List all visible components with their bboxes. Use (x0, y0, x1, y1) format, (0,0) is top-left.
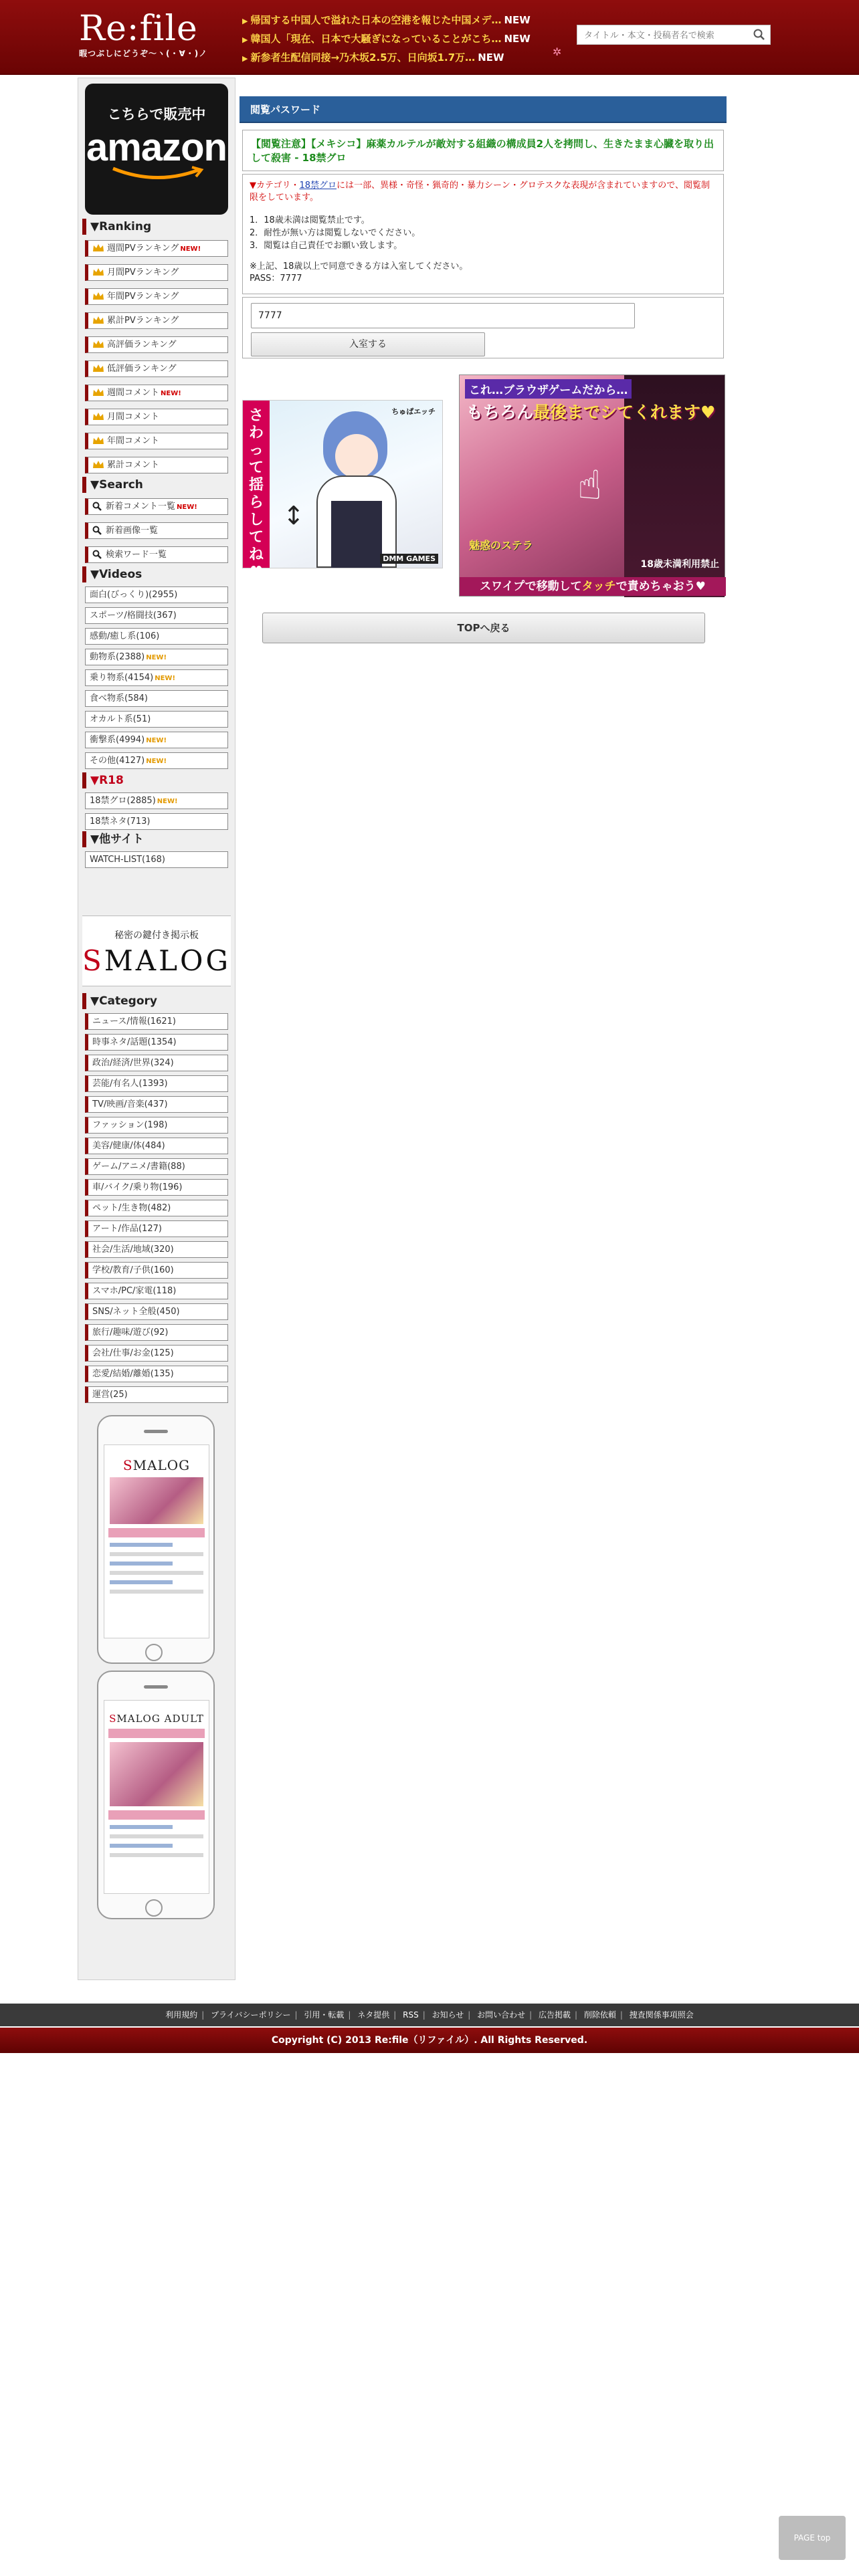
ad-caption-c: で責めちゃおう♥ (615, 580, 706, 593)
footer-link[interactable]: 利用規約 (165, 2010, 198, 2020)
ranking-label: 年間コメント (107, 436, 160, 446)
swipe-arrows-icon: ↕ (283, 501, 304, 530)
video-category-label: オカルト系(51) (90, 714, 151, 724)
magnifier-icon (92, 550, 102, 559)
footer-link[interactable]: RSS (403, 2010, 419, 2020)
video-category-label: その他(4127) (90, 756, 145, 766)
arrow-right-icon: ▶ (242, 54, 248, 63)
phone-screen-title (104, 1713, 209, 1725)
crown-icon (92, 460, 104, 469)
r18-category-item[interactable] (85, 813, 228, 830)
r18-category-label: 18禁グロ(2885) (90, 796, 156, 806)
crown-icon (92, 364, 104, 373)
footer-link[interactable]: ネタ提供 (357, 2010, 390, 2020)
ad-headline-2b: 最後までシてくれます♥ (533, 403, 716, 422)
search-heading: ▼Search (82, 477, 231, 493)
ranking-item[interactable] (85, 312, 228, 329)
category-item[interactable]: ペット/生き物(482) (85, 1200, 228, 1216)
video-category-label: 面白(びっくり)(2955) (90, 590, 178, 600)
phone-screen-title (104, 1457, 209, 1473)
footer-link[interactable]: 引用・転載 (304, 2010, 345, 2020)
ranking-heading: ▼Ranking (82, 219, 231, 235)
phone-screen-image (110, 1477, 203, 1524)
category-item[interactable]: 政治/経済/世界(324) (85, 1055, 228, 1071)
category-item[interactable]: 学校/教育/子供(160) (85, 1262, 228, 1279)
ranking-item[interactable] (85, 433, 228, 449)
video-category-item[interactable] (85, 711, 228, 728)
smalog-caption: 秘密の鍵付き掲示板 (114, 930, 199, 941)
phone-screen-line (110, 1844, 173, 1848)
password-hint: PASS：7777 (250, 274, 302, 284)
crown-icon (92, 340, 104, 349)
ranking-label: 年間PVランキング (107, 292, 179, 302)
ranking-item[interactable] (85, 360, 228, 377)
search-link-label: 検索ワード一覧 (106, 550, 167, 560)
footer-separator: | (529, 2010, 533, 2020)
search-box (577, 25, 771, 45)
footer-link[interactable]: プライバシーポリシー (211, 2010, 291, 2020)
site-logo[interactable] (79, 9, 213, 67)
ranking-label: 高評価ランキング (107, 340, 177, 350)
search-link-label: 新着画像一覧 (106, 526, 159, 536)
phone-screen-band (108, 1528, 205, 1537)
category-item[interactable]: スマホ/PC/家電(118) (85, 1283, 228, 1299)
sidebar (78, 78, 235, 1980)
ranking-item[interactable] (85, 409, 228, 425)
new-badge: NEW! (177, 504, 197, 511)
other-sites-list (85, 851, 228, 872)
footer-link[interactable]: 捜査関係事項照会 (629, 2010, 694, 2020)
ranking-item[interactable] (85, 240, 228, 257)
phone-screen-line (110, 1552, 203, 1556)
smalog-logo (82, 944, 231, 977)
crown-icon (92, 316, 104, 325)
other-sites-heading: ▼他サイト (82, 831, 231, 847)
phone-screen (104, 1444, 209, 1638)
footer-separator: | (619, 2010, 623, 2020)
category-item[interactable]: SNS/ネット全般(450) (85, 1303, 228, 1320)
smalog-adult-phone-banner[interactable] (97, 1671, 215, 1919)
post-title: 【閲覧注意】【メキシコ】麻薬カルテルが敵対する組織の構成員2人を拷問し、生きたまま心臓を取り出して殺害 - 18禁グロ (242, 130, 724, 171)
phone-screen (104, 1700, 209, 1894)
phone-title-initial: S (109, 1713, 117, 1725)
category-link[interactable]: 18禁グロ (299, 181, 337, 191)
phone-screen-line (110, 1825, 173, 1829)
video-category-label: 食べ物系(584) (90, 693, 148, 704)
ranking-label: 週間PVランキング (107, 243, 179, 253)
news-item[interactable] (242, 29, 563, 48)
ranking-item[interactable] (85, 336, 228, 353)
ad-age-restriction: 18歳未満利用禁止 (640, 559, 719, 570)
phone-speaker (144, 1430, 168, 1433)
video-category-label: 衝撃系(4994) (90, 735, 145, 745)
r18-heading: ▼R18 (82, 772, 231, 788)
crown-icon (92, 412, 104, 421)
new-badge: NEW! (155, 675, 176, 682)
new-badge: NEW! (161, 390, 181, 397)
arrow-right-icon: ▶ (242, 17, 248, 25)
magnifier-icon (92, 526, 102, 535)
copyright: Copyright (C) 2013 Re:file（リファイル）. All Rights Reserved. (0, 2028, 859, 2053)
sparkle-icon: ✲ (553, 45, 562, 58)
footer-link[interactable]: 削除依頼 (583, 2010, 616, 2020)
smalog-logo-rest: MALOG (104, 944, 231, 977)
ranking-label: 累計PVランキング (107, 316, 179, 326)
new-badge: NEW (504, 14, 531, 26)
category-item[interactable]: ゲーム/アニメ/書籍(88) (85, 1158, 228, 1175)
rule-item: 1．18歳未満は閲覧禁止です。 (250, 215, 370, 225)
phone-screen-band (108, 1729, 205, 1738)
phone-home-button (145, 1644, 163, 1661)
video-category-item[interactable] (85, 628, 228, 645)
videos-heading: ▼Videos (82, 566, 231, 582)
ad-bottom-caption (460, 577, 726, 596)
category-heading: ▼Category (82, 993, 231, 1009)
footer-link[interactable]: お問い合わせ (477, 2010, 526, 2020)
video-category-item[interactable] (85, 669, 228, 686)
warning-prefix: ▼カテゴリ・ (250, 181, 300, 191)
category-item[interactable]: ファッション(198) (85, 1117, 228, 1134)
crown-icon (92, 436, 104, 445)
category-item[interactable]: 社会/生活/地域(320) (85, 1241, 228, 1258)
video-category-item[interactable] (85, 607, 228, 624)
amazon-banner-caption: こちらで販売中 (107, 106, 206, 122)
new-badge: NEW (478, 51, 504, 64)
new-badge: NEW! (180, 245, 201, 253)
category-item[interactable]: 芸能/有名人(1393) (85, 1075, 228, 1092)
phone-screen-line (110, 1590, 203, 1594)
video-category-item[interactable] (85, 690, 228, 707)
video-category-label: 感動/癒し系(106) (90, 631, 160, 641)
news-item[interactable] (242, 11, 563, 29)
phone-home-button (145, 1899, 163, 1917)
crown-icon (92, 267, 104, 277)
ranking-item[interactable] (85, 288, 228, 305)
amazon-banner[interactable] (85, 84, 228, 215)
footer-separator: | (393, 2010, 397, 2020)
phone-title-rest: MALOG ADULT (116, 1713, 204, 1725)
smalog-logo-initial: S (82, 944, 104, 977)
other-site-item[interactable] (85, 851, 228, 868)
magnifier-icon (92, 502, 102, 511)
video-category-item[interactable] (85, 649, 228, 665)
news-text[interactable]: 帰国する中国人で溢れた日本の空港を報じた中国メデ… (250, 14, 502, 26)
search-input[interactable] (583, 26, 746, 45)
footer-links (0, 2004, 859, 2026)
news-ticker (242, 11, 563, 67)
phone-screen-image (110, 1742, 203, 1806)
video-category-label: 動物系(2388) (90, 652, 145, 662)
new-badge: NEW! (157, 798, 178, 805)
ranking-label: 累計コメント (107, 460, 160, 470)
game-ad-banner-right[interactable] (459, 374, 725, 597)
ad-brand-bottom: DMM GAMES (380, 554, 438, 564)
game-ad-banner-left[interactable] (242, 400, 443, 580)
logo-text[interactable]: Re:file (79, 9, 198, 49)
back-to-top-button[interactable]: TOPへ戻る (262, 613, 705, 643)
category-item[interactable]: 旅行/趣味/遊び(92) (85, 1324, 228, 1341)
category-item[interactable]: アート/作品(127) (85, 1220, 228, 1237)
new-badge: NEW! (146, 654, 167, 661)
video-category-label: スポーツ/格闘技(367) (90, 611, 177, 621)
ad-game-logo: 魅惑のステラ (469, 539, 533, 552)
phone-screen-line (110, 1834, 203, 1838)
ranking-label: 月間PVランキング (107, 267, 179, 278)
footer-separator: | (575, 2010, 578, 2020)
category-item[interactable]: 車/バイク/乗り物(196) (85, 1179, 228, 1196)
footer-link[interactable]: お知らせ (432, 2010, 464, 2020)
phone-title-initial: S (122, 1457, 133, 1473)
phone-title-rest: MALOG (132, 1457, 191, 1473)
category-item[interactable]: 恋愛/結婚/離婚(135) (85, 1366, 228, 1382)
amazon-logo-text: amazon (86, 126, 227, 169)
password-form (242, 297, 724, 358)
search-link-item[interactable] (85, 546, 228, 563)
ranking-label: 月間コメント (107, 412, 160, 422)
video-category-item[interactable] (85, 752, 228, 769)
search-links-list (85, 498, 228, 570)
ad-headline-2 (466, 399, 715, 423)
ranking-label: 低評価ランキング (107, 364, 177, 374)
footer-separator: | (422, 2010, 425, 2020)
phone-screen-line (110, 1853, 203, 1857)
ranking-label: 週間コメント (107, 388, 160, 398)
category-item[interactable]: TV/映画/音楽(437) (85, 1096, 228, 1113)
ranking-item[interactable] (85, 264, 228, 281)
footer-link[interactable]: 広告掲載 (539, 2010, 571, 2020)
rules-list (250, 215, 717, 253)
phone-screen-line (110, 1562, 173, 1566)
ad-caption-a: スワイプで移動して (480, 580, 582, 593)
warning-suffix: には一部、異様・奇怪・猟奇的・暴力シーン・グロテスクな表現が含まれていますので、閲覧制限をしています。 (250, 181, 710, 203)
category-item[interactable]: ニュース/情報(1621) (85, 1013, 228, 1030)
category-item[interactable]: 美容/健康/体(484) (85, 1138, 228, 1154)
page-title-bar: 閲覧パスワード (240, 96, 727, 123)
ad-caption-b: タッチ (581, 580, 616, 593)
crown-icon (92, 388, 104, 397)
footer-separator: | (348, 2010, 351, 2020)
footer-separator: | (468, 2010, 471, 2020)
category-list (85, 1013, 228, 1407)
ad-character-face (335, 434, 378, 478)
search-link-item[interactable] (85, 498, 228, 515)
page-top-button[interactable]: PAGE top (779, 2516, 846, 2560)
phone-screen-line (110, 1580, 173, 1584)
category-item[interactable]: 会社/仕事/お金(125) (85, 1345, 228, 1362)
crown-icon (92, 292, 104, 301)
crown-icon (92, 243, 104, 253)
category-item[interactable]: 時事ネタ/話題(1354) (85, 1034, 228, 1051)
warning-box (242, 174, 724, 294)
phone-screen-band (108, 1810, 205, 1820)
r18-list (85, 792, 228, 834)
smalog-app-phone-banner[interactable] (97, 1415, 215, 1664)
news-text[interactable]: 新参者生配信同接→乃木坂2.5万、日向坂1.7万… (250, 51, 476, 64)
arrow-right-icon: ▶ (242, 35, 248, 44)
ad-side-text: さわって揺らしてね♥ (248, 407, 264, 580)
password-input[interactable] (251, 303, 635, 328)
smalog-banner[interactable] (82, 916, 231, 986)
ad-headline-1: これ…ブラウザゲームだから… (465, 379, 632, 399)
ranking-item[interactable] (85, 457, 228, 473)
rule-item: 3．閲覧は自己責任でお願い致します。 (250, 241, 403, 251)
videos-list (85, 586, 228, 773)
phone-screen-line (110, 1571, 203, 1575)
search-icon[interactable] (753, 28, 766, 41)
search-link-label: 新着コメント一覧 (106, 502, 176, 512)
rule-item: 2．耐性が無い方は閲覧しないでください。 (250, 228, 421, 238)
video-category-item[interactable] (85, 586, 228, 603)
news-item[interactable] (242, 48, 563, 67)
footer-separator: | (294, 2010, 298, 2020)
new-badge: NEW (504, 33, 531, 45)
ad-brand-top: ちゅぱエッチ (391, 407, 436, 416)
warning-text (250, 180, 717, 204)
site-header (0, 0, 859, 75)
enter-button[interactable]: 入室する (251, 332, 485, 356)
news-text[interactable]: 韓国人「現在、日本で大騒ぎになっていることがこち… (250, 33, 502, 45)
logo-tagline: 暇つぶしにどうぞ〜ヽ(・∀・)ノ (79, 49, 208, 58)
phone-screen-line (110, 1543, 173, 1547)
ranking-list (85, 240, 228, 481)
ranking-item[interactable] (85, 385, 228, 401)
pointing-hand-icon: ☝ (577, 462, 602, 509)
ad-headline-2a: もちろん (466, 403, 534, 422)
new-badge: NEW! (146, 737, 167, 744)
footer-separator: | (201, 2010, 205, 2020)
r18-category-label: 18禁ネタ(713) (90, 817, 151, 827)
r18-category-item[interactable] (85, 792, 228, 809)
new-badge: NEW! (146, 758, 167, 765)
consent-note: ※上記、18歳以上で同意できる方は入室してください。 (250, 261, 468, 272)
notes (250, 261, 717, 285)
search-link-item[interactable] (85, 522, 228, 539)
ad-character-apron (331, 501, 382, 568)
phone-speaker (144, 1685, 168, 1689)
video-category-label: 乗り物系(4154) (90, 673, 154, 683)
category-item[interactable]: 運営(25) (85, 1386, 228, 1403)
video-category-item[interactable] (85, 732, 228, 748)
other-site-label: WATCH-LIST(168) (90, 855, 165, 865)
